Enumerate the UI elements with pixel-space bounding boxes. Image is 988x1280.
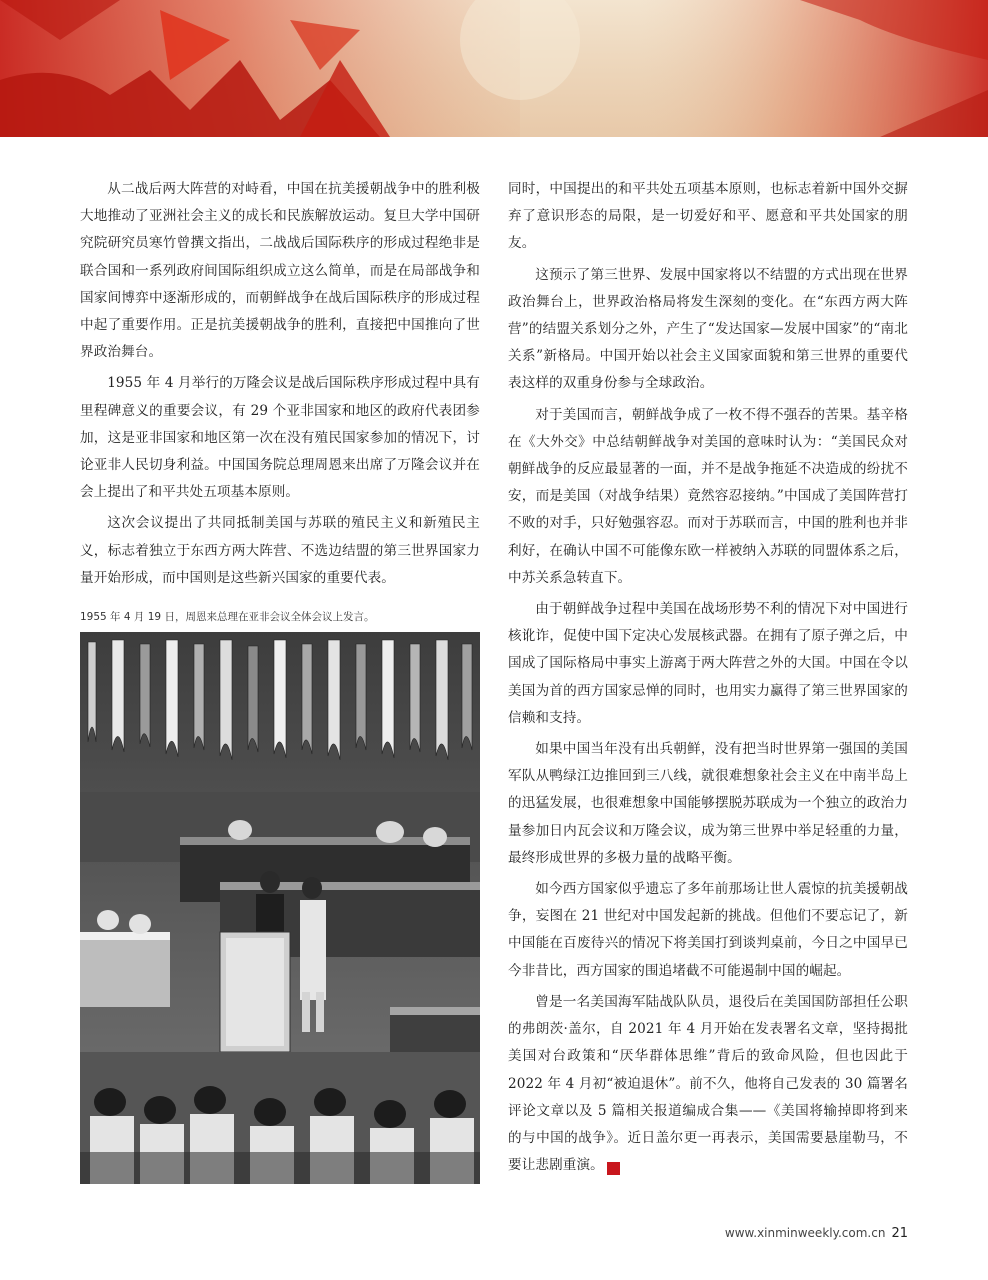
paragraph-last (508, 989, 908, 1179)
end-mark-icon: 民 (607, 1162, 620, 1175)
paragraph: 这预示了第三世界、发展中国家将以不结盟的方式出现在世界政治舞台上，世界政治格局将发生深刻的变化。在“东西方两大阵营”的结盟关系划分之外，产生了“发达国家—发展中国家”的“南北关系”新格局。中国开始以社会主义国家面貌和第三世界的重要代表这样的双重身份参与全球政治。 (508, 266, 908, 392)
paragraph: 1955 年 4 月举行的万隆会议是战后国际秩序形成过程中具有里程碑意义的重要会议，有 29 个亚非国家和地区的政府代表团参加，这是亚非国家和地区第一次在没有殖民国家参加的情况下，讨论亚非人民切身利益。中国国务院总理周恩来出席了万隆会议并在会上提出了和平共处五项基本原则。 (80, 375, 480, 501)
paragraph: 如今西方国家似乎遗忘了多年前那场让世人震惊的抗美援朝战争，妄图在 21 世纪对中国发起新的挑战。但他们不要忘记了，新中国能在百废待兴的情况下将美国打到谈判桌前，今日之中国早已今非昔比，西方国家的围追堵截不可能遏制中国的崛起。 (508, 881, 908, 979)
paragraph-continued: 同时，中国提出的和平共处五项基本原则，也标志着新中国外交摒弃了意识形态的局限，是一切爱好和平、愿意和平共处国家的朋友。 (508, 181, 908, 252)
paragraph: 这次会议提出了共同抵制美国与苏联的殖民主义和新殖民主义，标志着独立于东西方两大阵营、不选边结盟的第三世界国家力量开始形成，而中国则是这些新兴国家的重要代表。 (80, 515, 480, 586)
left-article-column (80, 176, 480, 596)
page-footer (725, 1226, 908, 1241)
paragraph: 如果中国当年没有出兵朝鲜，没有把当时世界第一强国的美国军队从鸭绿江边推回到三八线，就很难想象社会主义在中南半岛上的迅猛发展，也很难想象中国能够摆脱苏联成为一个独立的政治力量参加日内瓦会议和万隆会议，成为第三世界中举足轻重的力量，最终形成世界的多极力量的战略平衡。 (508, 741, 908, 866)
banner-artwork (0, 0, 988, 137)
page-number: 21 (891, 1226, 908, 1241)
photo-caption: 1955 年 4 月 19 日，周恩来总理在亚非会议全体会议上发言。 (80, 611, 375, 623)
right-article-column (508, 176, 908, 1183)
paragraph-last-text: 曾是一名美国海军陆战队队员，退役后在美国国防部担任公职的弗朗茨·盖尔，自 2021 年 4 月开始在发表署名文章，坚持揭批美国对台政策和“厌华群体思维”背后的致命风险，但也因此于 2022 年 4 月初“被迫退休”。前不久，他将自己发表的 30 篇署名评论文章以及 5 篇相关报道编成合集——《美国将输掉即将到来的与中国的战争》。近日盖尔更一再表示，美国需要悬崖勒马，不要让悲剧重演。 (508, 993, 908, 1174)
header-banner (0, 0, 988, 137)
paragraph: 由于朝鲜战争过程中美国在战场形势不利的情况下对中国进行核讹诈，促使中国下定决心发展核武器。在拥有了原子弹之后，中国成了国际格局中事实上游离于两大阵营之外的大国。中国在令以美国为首的西方国家忌惮的同时，也用实力赢得了第三世界国家的信赖和支持。 (508, 601, 908, 726)
website-url: www.xinminweekly.com.cn (724, 1226, 886, 1240)
photo-image (80, 632, 480, 1184)
paragraph: 对于美国而言，朝鲜战争成了一枚不得不强吞的苦果。基辛格在《大外交》中总结朝鲜战争对美国的意味时认为：“美国民众对朝鲜战争的反应最显著的一面，并不是战争拖延不决造成的纷扰不安，而是美国（对战争结果）竟然容忍接纳。”中国成了美国阵营打不败的对手，只好勉强容忍。而对于苏联而言，中国的胜利也并非利好，在确认中国不可能像东欧一样被纳入苏联的同盟体系之后，中苏关系急转直下。 (508, 406, 908, 586)
bandung-conference-photo (80, 632, 480, 1184)
paragraph: 从二战后两大阵营的对峙看，中国在抗美援朝战争中的胜利极大地推动了亚洲社会主义的成长和民族解放运动。复旦大学中国研究院研究员寒竹曾撰文指出，二战战后国际秩序的形成过程绝非是联合国和一系列政府间国际组织成立这么简单，而是在局部战争和国家间博弈中逐渐形成的，而朝鲜战争在战后国际秩序的形成过程中起了重要作用。正是抗美援朝战争的胜利，直接把中国推向了世界政治舞台。 (80, 181, 480, 361)
